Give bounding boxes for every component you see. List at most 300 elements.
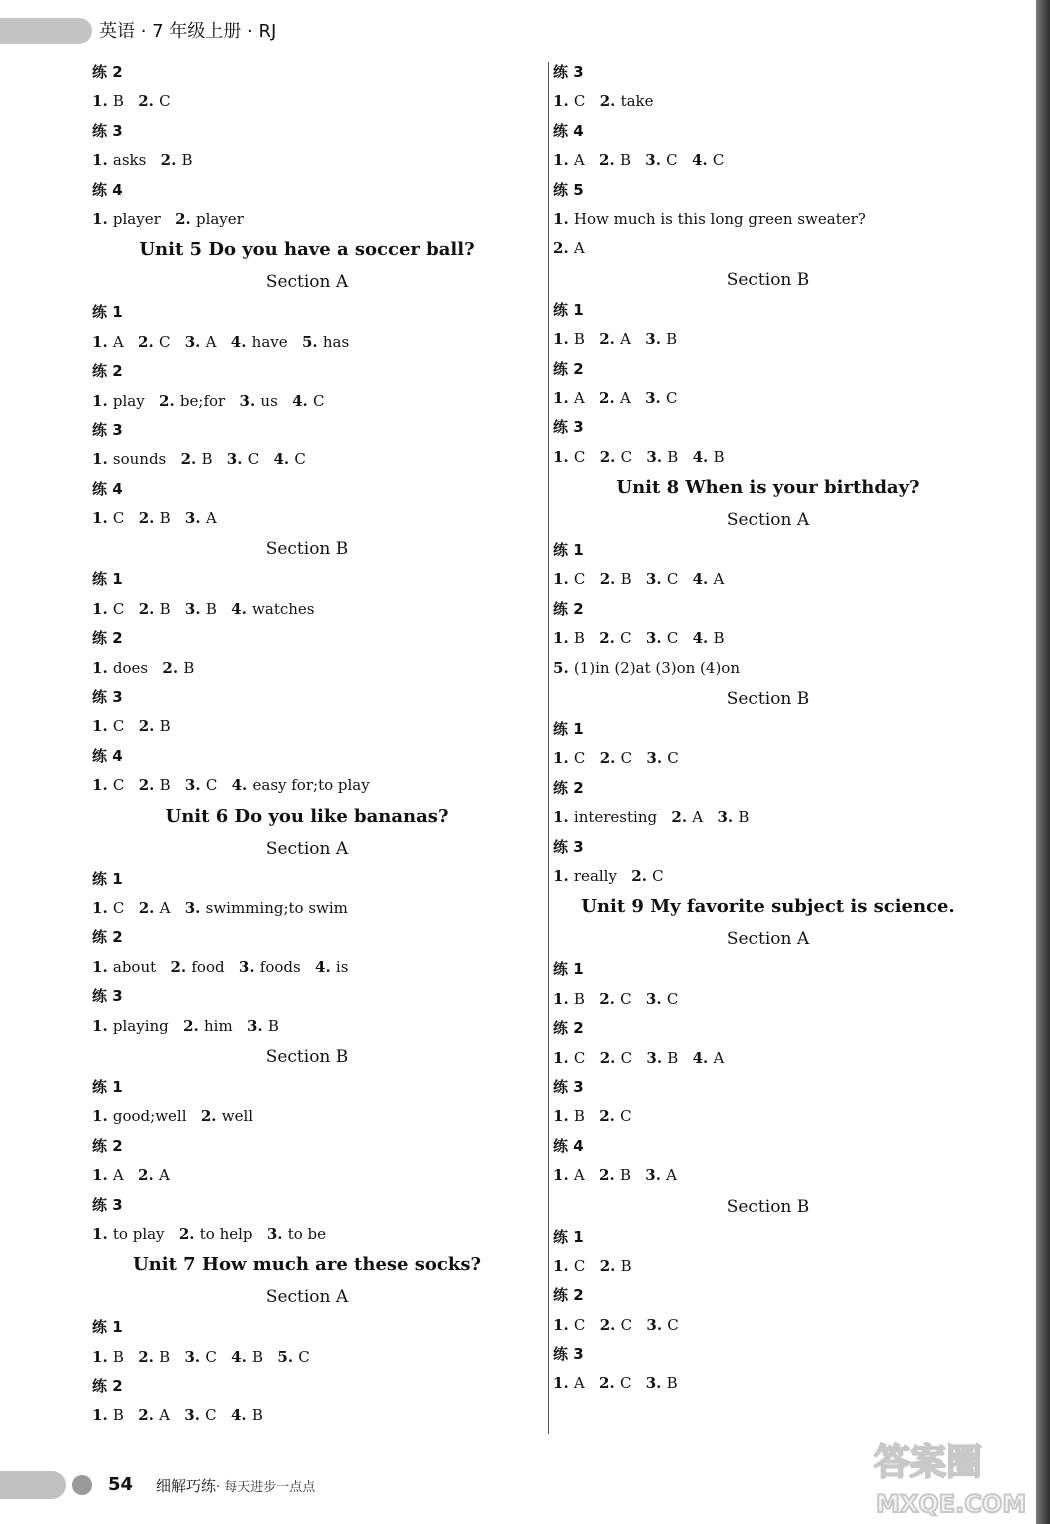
answer-value: C <box>620 1315 633 1334</box>
answer-number: 2 <box>671 808 682 827</box>
exercise-label: 练 1 <box>92 1318 123 1337</box>
answer-value: to help <box>199 1224 253 1243</box>
answer-value: C <box>294 450 306 469</box>
answer-number: 2 <box>553 239 564 258</box>
exercise-label: 练 1 <box>553 720 584 739</box>
answer-line: 1. C 2. A 3. swimming;to swim <box>92 898 348 917</box>
answer-value: A <box>573 1374 585 1393</box>
answer-value: B <box>573 629 585 648</box>
answer-number: 2 <box>138 599 150 618</box>
section-heading: Section A <box>265 1287 349 1308</box>
answer-number: 2 <box>138 509 150 528</box>
answer-line: 2. A <box>553 239 585 258</box>
answer-number: 2 <box>599 1107 610 1126</box>
exercise-label: 练 2 <box>92 629 123 648</box>
answer-number: 3 <box>184 332 196 351</box>
unit-title: Unit 7 How much are these socks? <box>132 1254 482 1276</box>
exercise-label: 练 1 <box>92 570 123 589</box>
answer-line: 1. C 2. B <box>92 717 171 736</box>
answer-value: B <box>619 151 631 170</box>
answer-number: 2 <box>599 570 611 589</box>
answer-number: 3 <box>184 1347 195 1366</box>
answer-line: 1. C 2. B 3. B 4. watches <box>92 599 315 618</box>
answer-value: B <box>620 570 632 589</box>
unit-title: Unit 9 My favorite subject is science. <box>581 896 955 918</box>
answer-line: 1. C 2. C 3. C <box>553 749 679 768</box>
exercise-label: 练 3 <box>553 1077 584 1096</box>
answer-value: B <box>666 1374 678 1393</box>
answer-value: really <box>573 866 617 885</box>
answer-number: 1 <box>553 808 564 827</box>
answer-line: 1. A 2. A <box>92 1166 170 1185</box>
answer-number: 3 <box>717 808 728 827</box>
answer-number: 2 <box>599 1315 611 1334</box>
answer-number: 3 <box>646 749 657 768</box>
answer-value: C <box>205 1347 217 1366</box>
answer-number: 1 <box>92 776 103 795</box>
answer-number: 1 <box>553 1107 564 1126</box>
answer-number: 3 <box>646 447 657 466</box>
answer-value: B <box>201 450 213 469</box>
exercise-label: 练 3 <box>92 1195 123 1214</box>
answer-value: B <box>159 776 171 795</box>
answer-value: C <box>573 1256 586 1275</box>
unit-title: Unit 8 When is your birthday? <box>616 477 920 499</box>
answer-number: 4 <box>692 447 704 466</box>
answer-number: 1 <box>553 989 564 1008</box>
answer-number: 1 <box>553 629 564 648</box>
answer-value: C <box>112 509 125 528</box>
answer-value: B <box>183 658 195 677</box>
answer-number: 2 <box>162 658 173 677</box>
answer-number: 2 <box>159 391 170 410</box>
answer-line: 1. B 2. C 3. C 4. B <box>553 629 725 648</box>
exercise-label: 练 1 <box>553 541 584 560</box>
exercise-label: 练 2 <box>92 1377 123 1396</box>
answer-line: 1. asks 2. B <box>92 151 193 170</box>
section-heading: Section A <box>265 838 349 859</box>
answer-number: 2 <box>599 92 611 111</box>
answer-value: C <box>573 749 586 768</box>
exercise-label: 练 2 <box>553 778 584 797</box>
exercise-label: 练 1 <box>92 303 123 322</box>
answer-value: take <box>620 92 654 111</box>
exercise-label: 练 2 <box>553 1019 584 1038</box>
answer-value: foods <box>259 957 301 976</box>
page-number: 54 <box>108 1474 134 1495</box>
answer-number: 1 <box>92 717 103 736</box>
answer-value: C <box>652 866 664 885</box>
answer-value: C <box>666 989 679 1008</box>
section-heading: Section A <box>726 929 810 950</box>
answer-line: 1. playing 2. him 3. B <box>92 1016 279 1035</box>
answer-number: 3 <box>646 1315 657 1334</box>
answer-line: 1. interesting 2. A 3. B <box>553 808 750 827</box>
answer-value: good;well <box>112 1107 187 1126</box>
exercise-label: 练 2 <box>92 362 123 381</box>
answer-number: 1 <box>553 1166 564 1185</box>
answer-value: B <box>573 1107 585 1126</box>
answer-value: easy for;to play <box>252 776 370 795</box>
answer-line: 1. player 2. player <box>92 209 244 228</box>
exercise-label: 练 4 <box>92 746 123 765</box>
section-heading: Section B <box>265 1046 349 1067</box>
answer-number: 3 <box>184 776 196 795</box>
answer-line: 1. A 2. C 3. A 4. have 5. has <box>92 332 350 351</box>
answer-number: 1 <box>553 209 564 228</box>
answer-number: 2 <box>599 1166 610 1185</box>
answer-value: B <box>159 509 171 528</box>
answer-number: 1 <box>92 1406 103 1425</box>
answer-number: 1 <box>92 898 103 917</box>
answer-value: C <box>159 92 171 111</box>
answer-value: C <box>620 447 633 466</box>
answer-number: 2 <box>599 1048 611 1067</box>
answer-value: B <box>159 717 171 736</box>
answer-value: swimming;to swim <box>205 898 348 917</box>
answer-value: B <box>620 1256 632 1275</box>
exercise-label: 练 2 <box>92 928 123 947</box>
answer-line: 1. C 2. C 3. C <box>553 1315 679 1334</box>
answer-value: B <box>159 599 171 618</box>
left-column <box>92 58 522 1431</box>
answer-number: 1 <box>553 388 564 407</box>
answer-number: 1 <box>553 92 564 111</box>
answer-number: 3 <box>645 629 657 648</box>
answer-value: B <box>667 1048 679 1067</box>
answer-number: 3 <box>645 330 656 349</box>
answer-number: 2 <box>599 1374 610 1393</box>
answer-value: A <box>619 388 631 407</box>
answer-value: A <box>112 332 124 351</box>
answer-number: 1 <box>92 957 103 976</box>
unit-title: Unit 5 Do you have a soccer ball? <box>139 239 475 261</box>
answer-value: be;for <box>179 391 226 410</box>
answer-value: C <box>665 388 678 407</box>
answer-value: A <box>620 330 631 349</box>
answer-number: 2 <box>138 1347 149 1366</box>
exercise-label: 练 4 <box>92 479 123 498</box>
answer-value: A <box>159 1406 170 1425</box>
answer-number: 1 <box>92 450 103 469</box>
answer-number: 3 <box>646 1048 657 1067</box>
answer-number: 1 <box>553 866 564 885</box>
section-heading: Section B <box>726 1196 810 1217</box>
answer-value: interesting <box>573 808 658 827</box>
answer-value: B <box>112 92 124 111</box>
answer-value: B <box>251 1406 263 1425</box>
answer-number: 4 <box>231 599 242 618</box>
answer-value: B <box>181 151 193 170</box>
answer-value: C <box>666 570 679 589</box>
exercise-label: 练 4 <box>553 1136 584 1155</box>
answer-number: 3 <box>266 1224 278 1243</box>
answer-value: B <box>713 629 725 648</box>
exercise-label: 练 2 <box>553 599 584 618</box>
answer-number: 2 <box>599 151 610 170</box>
answer-value: B <box>619 1166 631 1185</box>
answer-number: 1 <box>92 209 103 228</box>
answer-number: 3 <box>645 151 656 170</box>
answer-line: 1. B 2. B 3. C 4. B 5. C <box>92 1347 310 1366</box>
answer-value: C <box>112 776 125 795</box>
answer-value: us <box>260 391 278 410</box>
answer-number: 4 <box>692 629 704 648</box>
header-bar <box>0 18 92 44</box>
answer-value: has <box>322 332 350 351</box>
footer-tagline: · 每天进步一点点 <box>216 1480 316 1495</box>
answer-value: A <box>158 1166 170 1185</box>
answer-number: 3 <box>184 509 196 528</box>
header-title: 英语 · 7 年级上册 · RJ <box>99 21 277 42</box>
answer-line: 1. How much is this long green sweater? <box>553 209 866 228</box>
answer-number: 2 <box>599 330 610 349</box>
answer-line: 1. C 2. B 3. A <box>92 509 217 528</box>
answer-number: 4 <box>691 151 703 170</box>
answer-number: 1 <box>92 1166 103 1185</box>
exercise-label: 练 3 <box>553 1345 584 1364</box>
answer-value: C <box>620 629 632 648</box>
answer-value: C <box>667 749 679 768</box>
exercise-label: 练 5 <box>553 180 584 199</box>
answer-line: 1. B 2. C <box>553 1107 632 1126</box>
answer-value: B <box>738 808 750 827</box>
answer-number: 4 <box>230 1406 242 1425</box>
answer-value: C <box>573 570 586 589</box>
answer-number: 3 <box>239 391 250 410</box>
answer-value: A <box>573 388 585 407</box>
answer-number: 1 <box>553 1374 564 1393</box>
answer-value: C <box>666 151 678 170</box>
answer-number: 4 <box>273 450 284 469</box>
answer-value: to be <box>287 1224 327 1243</box>
answer-value: C <box>619 1374 632 1393</box>
answer-value: C <box>112 717 125 736</box>
answer-value: C <box>205 776 218 795</box>
answer-number: 2 <box>138 1166 149 1185</box>
page-edge-strip <box>1036 0 1050 1524</box>
exercise-label: 练 3 <box>92 987 123 1006</box>
answer-number: 2 <box>599 749 611 768</box>
answer-line: 1. A 2. B 3. C 4. C <box>553 151 725 170</box>
answer-number: 2 <box>178 1224 190 1243</box>
answer-line: 1. does 2. B <box>92 658 195 677</box>
answer-number: 3 <box>645 989 657 1008</box>
answer-value: A <box>112 1166 124 1185</box>
answer-line: 5. (1)in (2)at (3)on (4)on <box>553 658 740 677</box>
answer-number: 3 <box>246 1016 258 1035</box>
answer-number: 2 <box>631 866 642 885</box>
answer-number: 4 <box>692 1048 704 1067</box>
answer-line: 1. to play 2. to help 3. to be <box>92 1224 327 1243</box>
exercise-label: 练 1 <box>553 300 584 319</box>
answer-value: B <box>573 989 585 1008</box>
answer-value: C <box>573 1315 586 1334</box>
answer-number: 1 <box>553 447 564 466</box>
answer-value: C <box>573 1048 586 1067</box>
answer-value: B <box>667 447 679 466</box>
exercise-label: 练 3 <box>553 63 584 81</box>
answer-value: B <box>112 1347 124 1366</box>
answer-number: 3 <box>238 957 250 976</box>
answer-value: player <box>112 209 161 228</box>
answer-line: 1. A 2. B 3. A <box>553 1166 678 1185</box>
answer-number: 4 <box>231 776 243 795</box>
answer-number: 3 <box>226 450 238 469</box>
answer-value: asks <box>112 151 147 170</box>
answer-number: 2 <box>183 1016 194 1035</box>
answer-value: sounds <box>112 450 167 469</box>
section-heading: Section B <box>726 269 810 290</box>
answer-number: 5 <box>301 332 313 351</box>
answer-value: C <box>620 989 632 1008</box>
answer-number: 2 <box>138 898 150 917</box>
answer-number: 2 <box>599 629 610 648</box>
answer-value: C <box>312 391 325 410</box>
answer-value: about <box>112 957 157 976</box>
answer-line: 1. C 2. B 3. C 4. A <box>553 570 725 589</box>
answer-value: A <box>692 808 704 827</box>
answer-line: 1. C 2. C 3. B 4. B <box>553 447 725 466</box>
answer-value: C <box>112 599 125 618</box>
section-heading: Section A <box>726 510 810 531</box>
answer-line: 1. C 2. B 3. C 4. easy for;to play <box>92 776 370 795</box>
answer-number: 1 <box>92 658 103 677</box>
answer-number: 2 <box>138 1406 149 1425</box>
answer-number: 1 <box>92 1224 103 1243</box>
footer-book-title: 细解巧练 <box>156 1477 217 1495</box>
answer-value: B <box>205 599 217 618</box>
exercise-label: 练 3 <box>92 688 123 707</box>
exercise-label: 练 3 <box>92 420 123 439</box>
watermark-logo <box>868 1432 1038 1520</box>
answer-value: A <box>573 239 585 258</box>
answer-number: 1 <box>92 92 103 111</box>
answer-value: B <box>713 447 725 466</box>
answer-value: play <box>112 391 145 410</box>
answer-value: C <box>247 450 260 469</box>
answer-number: 4 <box>231 1347 242 1366</box>
answer-value: well <box>221 1107 254 1126</box>
answer-value: A <box>666 1166 678 1185</box>
footer-title <box>156 1472 315 1502</box>
answer-value: to play <box>112 1224 165 1243</box>
answer-number: 2 <box>170 957 181 976</box>
exercise-label: 练 2 <box>92 1136 123 1155</box>
answer-value: C <box>667 1315 679 1334</box>
answer-value: C <box>620 1107 632 1126</box>
column-divider <box>548 62 549 1434</box>
footer-dot <box>72 1475 92 1495</box>
answer-value: A <box>205 509 217 528</box>
answer-number: 2 <box>599 388 610 407</box>
answer-line: 1. C 2. B <box>553 1256 632 1275</box>
answer-number: 1 <box>553 330 564 349</box>
answer-value: C <box>112 898 125 917</box>
exercise-label: 练 4 <box>92 180 123 199</box>
exercise-label: 练 1 <box>553 1227 584 1246</box>
answer-line: 1. C 2. C 3. B 4. A <box>553 1048 725 1067</box>
answer-number: 1 <box>553 570 564 589</box>
answer-line: 1. A 2. C 3. B <box>553 1374 678 1393</box>
answer-value: A <box>573 1166 585 1185</box>
answer-value: C <box>620 749 633 768</box>
answer-number: 2 <box>200 1107 212 1126</box>
answer-number: 3 <box>184 1406 195 1425</box>
section-heading: Section B <box>265 539 349 560</box>
answer-value: A <box>713 570 725 589</box>
answer-number: 2 <box>175 209 186 228</box>
answer-line: 1. C 2. take <box>553 92 654 111</box>
answer-number: 1 <box>92 509 103 528</box>
answer-value: C <box>712 151 725 170</box>
answer-number: 1 <box>92 599 103 618</box>
answer-number: 3 <box>645 1374 657 1393</box>
answer-line: 1. really 2. C <box>553 866 664 885</box>
answer-value: B <box>112 1406 124 1425</box>
answer-number: 5 <box>277 1347 288 1366</box>
answer-number: 1 <box>553 1315 564 1334</box>
answer-number: 3 <box>184 599 196 618</box>
exercise-label: 练 3 <box>553 837 584 856</box>
exercise-label: 练 3 <box>553 418 584 437</box>
answer-number: 1 <box>92 1107 103 1126</box>
exercise-label: 练 2 <box>92 63 123 81</box>
answer-value: player <box>195 209 244 228</box>
answer-number: 2 <box>138 92 149 111</box>
answer-number: 2 <box>599 447 611 466</box>
answer-number: 2 <box>138 776 150 795</box>
answer-value: C <box>298 1347 310 1366</box>
answer-line: 1. about 2. food 3. foods 4. is <box>92 957 349 976</box>
answer-value: How much is this long green sweater? <box>573 209 866 228</box>
answer-number: 2 <box>138 332 149 351</box>
answer-value: A <box>713 1048 725 1067</box>
answer-line: 1. B 2. A 3. B <box>553 330 678 349</box>
answer-value: have <box>251 332 288 351</box>
answer-line: 1. B 2. C <box>92 92 171 111</box>
answer-value: C <box>158 332 171 351</box>
unit-title: Unit 6 Do you like bananas? <box>165 805 449 827</box>
answer-value: A <box>573 151 585 170</box>
answer-line: 1. play 2. be;for 3. us 4. C <box>92 391 325 410</box>
answer-value: A <box>205 332 217 351</box>
answer-number: 4 <box>292 391 303 410</box>
answer-value: playing <box>112 1016 169 1035</box>
section-heading: Section A <box>265 272 349 293</box>
answer-value: is <box>335 957 349 976</box>
answer-value: C <box>620 1048 633 1067</box>
answer-number: 1 <box>92 1347 103 1366</box>
answer-number: 4 <box>315 957 326 976</box>
answer-value: C <box>573 447 586 466</box>
answer-number: 1 <box>92 391 103 410</box>
answer-value: B <box>267 1016 279 1035</box>
answer-value: B <box>252 1347 264 1366</box>
exercise-label: 练 2 <box>553 1286 584 1305</box>
answer-number: 2 <box>138 717 150 736</box>
section-heading: Section B <box>726 689 810 710</box>
answer-line: 1. sounds 2. B 3. C 4. C <box>92 450 306 469</box>
answer-value: food <box>191 957 225 976</box>
exercise-label: 练 4 <box>553 121 584 140</box>
right-column <box>553 58 983 1399</box>
answer-value: B <box>159 1347 171 1366</box>
answer-line: 1. A 2. A 3. C <box>553 388 678 407</box>
answer-number: 3 <box>645 388 656 407</box>
watermark-domain: MXQE.COM <box>876 1490 1027 1518</box>
answer-value: C <box>573 92 586 111</box>
